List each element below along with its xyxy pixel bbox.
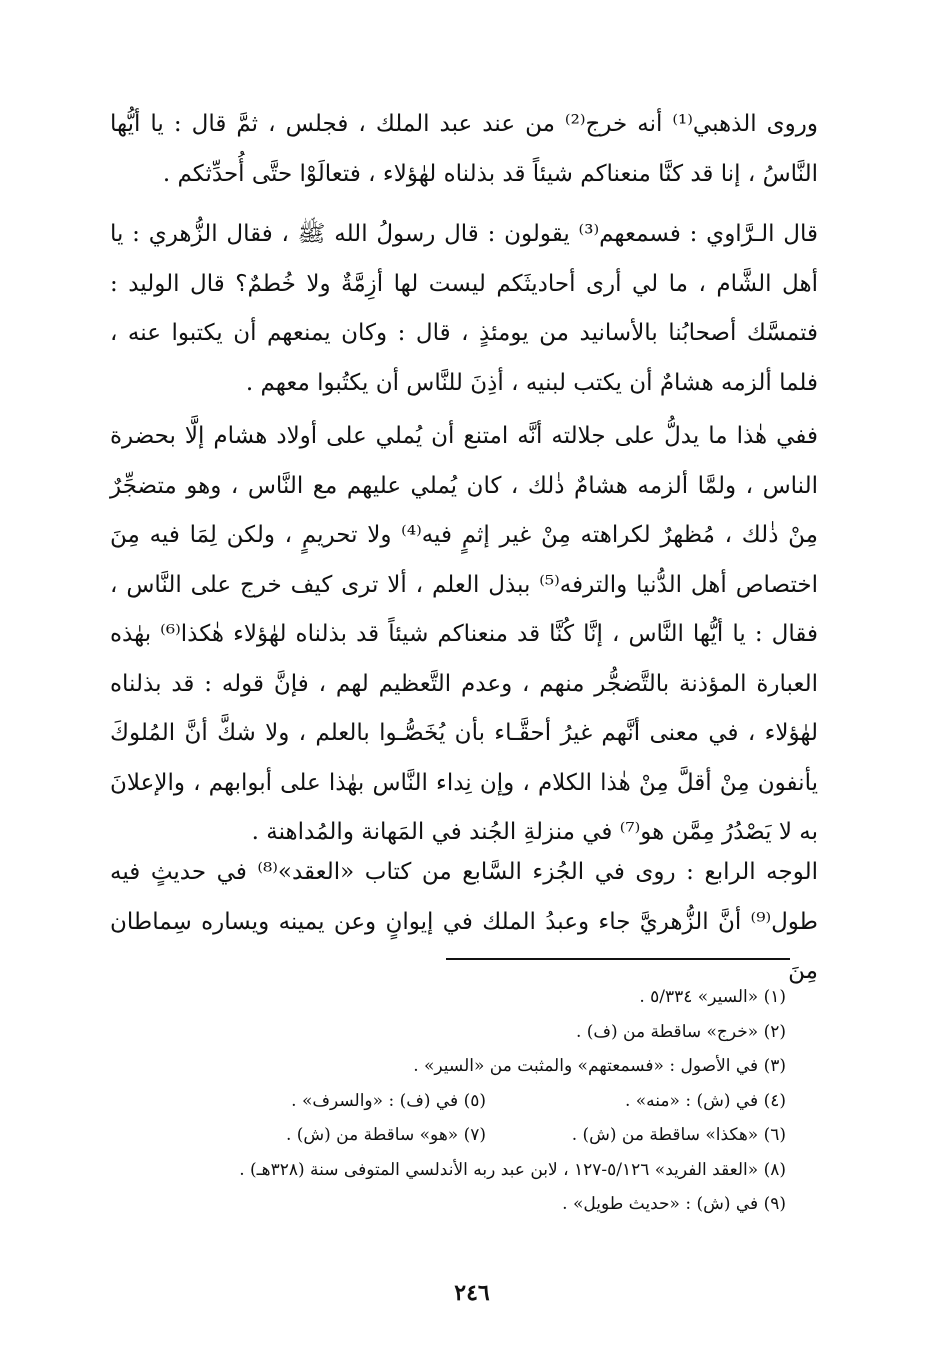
footnote-4: (٤) في (ش) : «منه» . xyxy=(624,1090,786,1111)
footnote-6: (٦) «هكذا» ساقطة من (ش) . xyxy=(571,1125,786,1145)
paragraph-commentary: ففي هٰذا ما يدلُّ على جلالته أنَّه امتنع أن يُملي على أولاد هشام إلَّا بحضرة الناس ، ولمَّا ألزمه هشامٌ ذٰلك ، كان يُملي عليهم مع النَّاس ، وهو متضجِّرٌ مِنْ ذٰلك ، مُظهرٌ لكراهته مِنْ غير إثمٍ فيه⁽⁴⁾ ولا تحريمٍ ، ولكن لِمَا فيه مِنَ اختصاص أهل الدُّنيا والترفه⁽⁵⁾ ببذل العلم ، ألا ترى كيف خرج على النَّاس ، فقال : يا أيُّها النَّاس ، إنَّا كُنَّا قد منعناكم شيئاً قد بذلناه لهٰؤلاء هٰكذا⁽⁶⁾ بهٰذه العبارة المؤذنة بالتَّضجُّر منهم ، وعدم التَّعظيم لهم ، فإنَّ قوله : قد بذلناه لهٰؤلاء ، في معنى أنَّهم غيرُ أحقَّـاء بأن يُخَصُّـوا بالعلم ، ولا شكَّ أنَّ المُلوكَ يأنفون مِنْ أقلَّ مِنْ هٰذا الكلام ، وإن نِداء النَّاس بهٰذا على أبوابهم ، والإعلانَ به لا يَصْدُرُ مِمَّن هو⁽⁷⁾ في منزلةِ الجُند في المَهانة والمُداهنة . xyxy=(110,423,818,845)
footnote-2 xyxy=(110,1015,786,1050)
paragraph-fourth-aspect: الوجه الرابع : روى في الجُزء السَّابع من كتاب «العقد»⁽⁸⁾ في حديثٍ فيه طول⁽⁹⁾ أنَّ الزُّهريَّ جاء وعبدُ الملك في إيوانٍ وعن يمينه ويساره سِماطان مِنَ xyxy=(110,859,818,984)
footnote-text: (٨) «العقد الفريد» ٥/١٢٦-١٢٧ ، لابن عبد ربه الأندلسي المتوفى سنة (٣٢٨هـ) . xyxy=(239,1159,786,1180)
footnote-8 xyxy=(110,1153,786,1188)
footnote-7: (٧) «هو» ساقطة من (ش) . xyxy=(285,1125,486,1145)
paragraph-dhahabi-narration: وروى الذهبي⁽¹⁾ أنه خرج⁽²⁾ من عند عبد الملك ، فجلس ، ثمَّ قال : يا أيُّها النَّاسُ ، إنا قد كنَّا منعناكم شيئاً قد بذلناه لهٰؤلاء ، فتعالَوْا حتَّى أُحدِّثكم . xyxy=(110,111,818,187)
footnote-text: (١) «السير» ٥/٣٣٤ . xyxy=(639,987,786,1007)
paragraph-narrator-report: قال الـرَّاوي : فسمعهم⁽³⁾ يقولون : قال رسولُ الله ﷺ ، فقال الزُّهري : يا أهل الشَّام ، ما لي أرى أحاديثَكم ليست لها أزِمَّةٌ ولا خُطمٌ؟ قال الوليد : فتمسَّك أصحابُنا بالأسانيد من يومئذٍ ، قال : وكان يمنعهم أن يكتبوا عنه ، فلما ألزمه هشامٌ أن يكتب لبنيه ، أذِنَ للنَّاس أن يكتُبوا معهم . xyxy=(110,221,818,396)
footnote-text: (٣) في الأصول : «فسمعتهم» والمثبت من «السير» . xyxy=(413,1056,786,1076)
footnote-text: (٢) «خرج» ساقطة من (ف) . xyxy=(575,1021,786,1042)
footnote-9 xyxy=(110,1187,786,1222)
footnote-row-6-7 xyxy=(110,1118,786,1153)
page-number: ٢٤٦ xyxy=(454,1280,490,1306)
footnotes-list xyxy=(110,980,786,1222)
footnote-row-4-5 xyxy=(110,1084,786,1119)
footnote-3 xyxy=(110,1049,786,1084)
footnote-text: (٩) في (ش) : «حديث طويل» . xyxy=(562,1194,786,1214)
footnote-1 xyxy=(110,980,786,1015)
footnote-5: (٥) في (ف) : «والسرف» . xyxy=(291,1090,486,1111)
footnote-separator xyxy=(446,958,790,960)
